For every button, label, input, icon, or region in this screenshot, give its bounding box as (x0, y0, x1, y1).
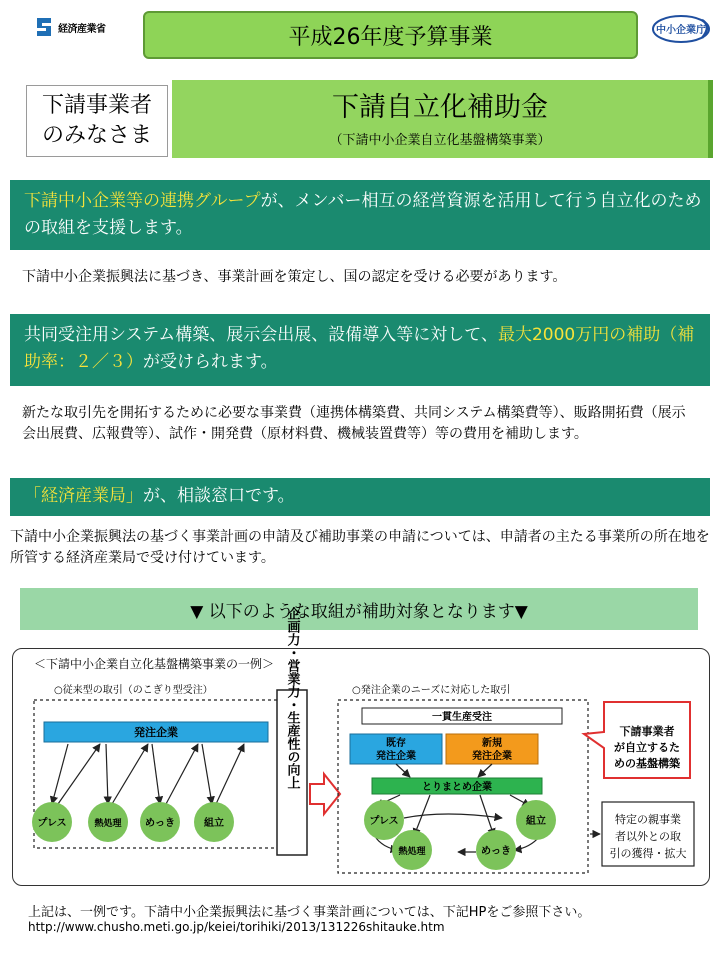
middle-vertical-text: 企画力・営業力・生産性の向上 (284, 607, 300, 789)
result-line1: 特定の親事業 (615, 813, 681, 826)
right-caption: ○発注企業のニーズに対応した取引 (352, 685, 511, 696)
callout-line1: 下請事業者 (619, 725, 675, 738)
section3-highlight: 「経済産業局」 (24, 486, 143, 506)
callout-line3: めの基盤構築 (614, 757, 680, 770)
result-line3: 引の獲得・拡大 (609, 847, 687, 860)
sme-agency-logo-text: 中小企業庁 (656, 25, 706, 36)
page-title: 下請自立化補助金 (332, 91, 548, 123)
section2-text1: 共同受注用システム構築、展示会出展、設備導入等に対して、 (24, 325, 498, 345)
left-caption: ○従来型の取引（のこぎり型受注） (54, 685, 213, 696)
audience-line1: 下請事業者 (41, 93, 152, 118)
budget-banner: 平成26年度予算事業 (143, 11, 638, 59)
footer-url-link[interactable]: http://www.chusho.meti.go.jp/keiei/torihiki/2013/131226shitauke.htm (28, 920, 445, 934)
red-transition-arrow (310, 774, 340, 814)
left-circle-press-label: プレス (37, 818, 67, 829)
section3-text: が、相談窓口です。 (143, 486, 295, 506)
section1-note: 下請中小企業振興法に基づき、事業計画を策定し、国の認定を受ける必要があります。 (22, 269, 567, 285)
left-process-circles (32, 802, 234, 842)
coordinator-label: とりまとめ企業 (422, 782, 492, 793)
section2-text2: が受けられます。 (143, 352, 278, 372)
callout-line2: が自立するた (614, 741, 680, 754)
new-orderer-line2: 発注企業 (472, 751, 512, 762)
left-circle-plating-label: めっき (145, 818, 175, 829)
example-title: ＜下請中小企業自立化基盤構築事業の一例＞ (34, 657, 275, 671)
right-process-circles (364, 800, 556, 870)
right-circle-assembly-label: 組立 (526, 816, 546, 827)
right-circle-plating-label: めっき (481, 846, 511, 857)
integrated-order-label: 一貫生産受注 (432, 712, 492, 723)
right-circle-press-label: プレス (369, 816, 399, 827)
result-line2: 者以外との取 (615, 830, 681, 843)
section3-note: 下請中小企業振興法の基づく事業計画の申請及び補助事業の申請については、申請者の主たる事業所の所在地を所管する経済産業局で受け付けています。 (10, 529, 710, 566)
left-circle-heat-label: 熱処理 (94, 819, 122, 829)
right-circle-heat-label: 熱処理 (398, 847, 426, 857)
section1-text: が、メンバー相互の経営資源を活用して行う自立化のための取組を支援します。 (24, 191, 702, 238)
section2-note: 新たな取引先を開拓するために必要な事業費（連携体構築費、共同システム構築費等）、販路開拓費（展示会出展費、広報費等）、試作・開発費（原材料費、機械装置費等）等の費用を補助します。 (22, 405, 686, 442)
page-subtitle: （下請中小企業自立化基盤構築事業） (329, 132, 551, 148)
footer-note: 上記は、一例です。下請中小企業振興法に基づく事業計画については、下記HPをご参照下さい。 (28, 905, 591, 920)
sawtooth-arrows (52, 744, 244, 804)
target-banner: ▼ 以下のような取組が補助対象となります▼ (20, 588, 698, 630)
audience-line2: のみなさま (41, 123, 152, 148)
meti-logo-text: 経済産業省 (58, 23, 106, 35)
existing-orderer-line2: 発注企業 (376, 751, 416, 762)
left-ordering-company-label: 発注企業 (134, 726, 178, 739)
existing-orderer-line1: 既存 (386, 738, 406, 749)
section2-highlight: 最大2000万円の補助（補助率：２／３） (24, 325, 695, 372)
new-orderer-line1: 新規 (482, 738, 502, 749)
section1-highlight: 下請中小企業等の連携グループ (24, 191, 261, 211)
left-circle-assembly-label: 組立 (204, 818, 224, 829)
